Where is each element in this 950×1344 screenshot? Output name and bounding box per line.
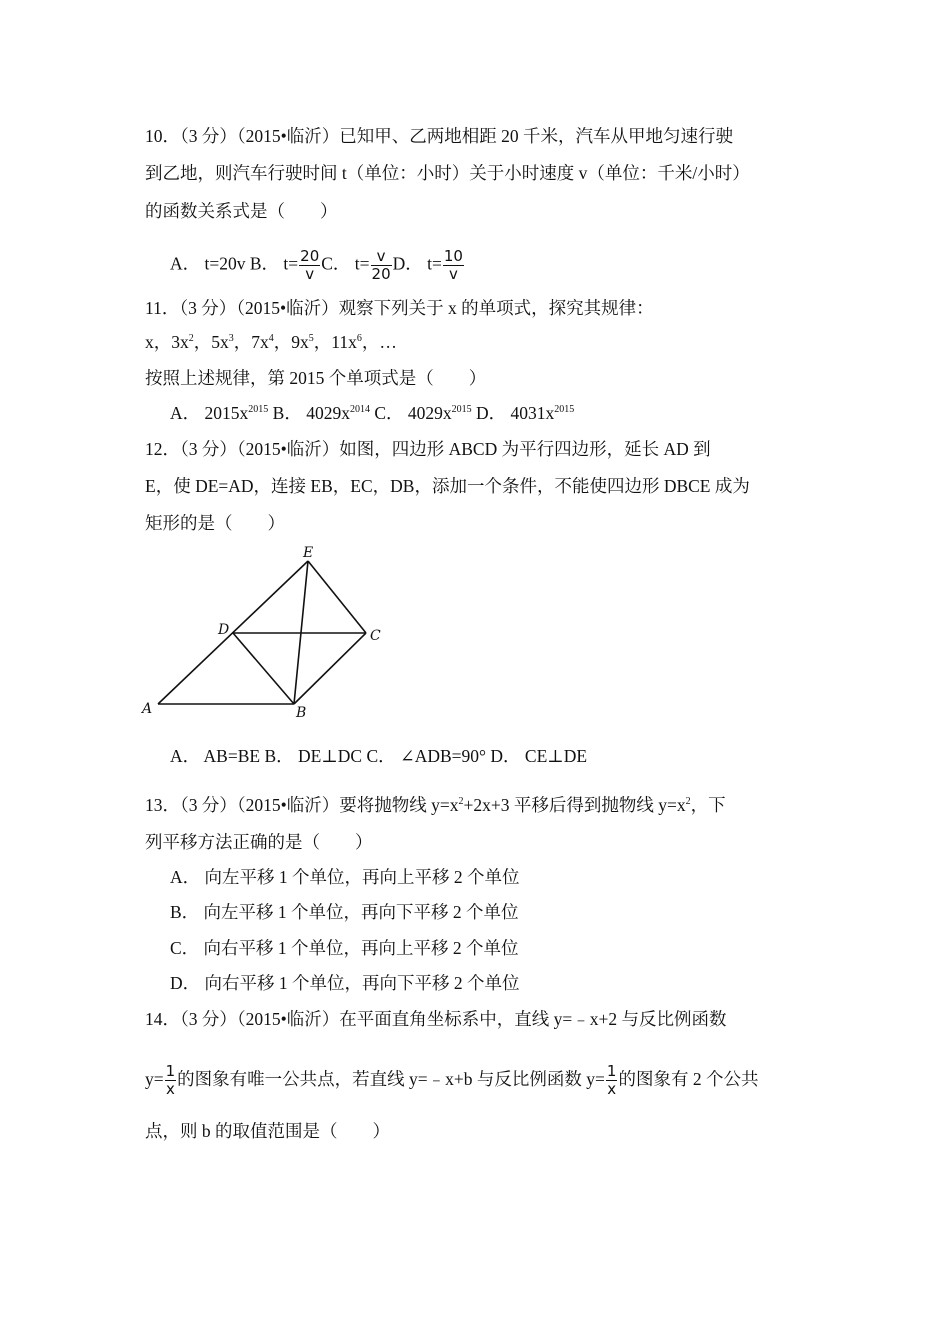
seq-exp: 5: [308, 333, 314, 344]
q10-option-ab: A． t=20v B． t=: [170, 253, 299, 274]
label-b: B: [296, 705, 307, 721]
seq-ellipsis: ，…: [361, 332, 397, 352]
seq-term: ，5x: [193, 332, 229, 352]
q11-sequence: [145, 331, 397, 353]
q13-exp: 2: [458, 796, 464, 807]
q10-line2: 到乙地，则汽车行驶时间 t（单位：小时）关于小时速度 v（单位：千米/小时）: [145, 163, 750, 183]
q11-option-b: B． 4029x: [268, 403, 350, 423]
option-exp: 2015: [248, 404, 269, 415]
q13-option-b: B． 向左平移 1 个单位，再向下平移 2 个单位: [170, 902, 519, 922]
q13-text: 13．（3 分）（2015•临沂）要将抛物线 y=x: [145, 795, 459, 815]
parallelogram-figure: [138, 543, 398, 723]
frac-numerator: 20: [300, 247, 320, 265]
frac-numerator: 1: [165, 1062, 176, 1081]
option-exp: 2014: [349, 404, 370, 415]
q12-line1: 12．（3 分）（2015•临沂）如图，四边形 ABCD 为平行四边形，延长 AD 到: [145, 439, 711, 459]
seq-term: x: [145, 332, 154, 352]
q11-line1: 11．（3 分）（2015•临沂）观察下列关于 x 的单项式，探究其规律：: [145, 298, 654, 318]
frac-denominator: 20: [371, 265, 391, 283]
q11-option-a: A． 2015x: [170, 403, 249, 423]
q13-text: +2x+3 平移后得到抛物线 y=x: [463, 795, 686, 815]
label-c: C: [370, 628, 381, 644]
option-exp: 2015: [554, 404, 575, 415]
seq-exp: 4: [268, 333, 274, 344]
seq-term: ，9x: [273, 332, 309, 352]
segment-db: [233, 633, 294, 704]
q10-line1: 10．（3 分）（2015•临沂）已知甲、乙两地相距 20 千米，汽车从甲地匀速行驶: [145, 126, 733, 146]
q12-options: A． AB=BE B． DE⊥DC C． ∠ADB=90° D． CE⊥DE: [170, 746, 588, 766]
q11-line3: 按照上述规律，第 2015 个单项式是（ ）: [145, 368, 487, 388]
q14-line1: 14．（3 分）（2015•临沂）在平面直角坐标系中，直线 y=﹣x+2 与反比例函数: [145, 1009, 727, 1029]
label-e: E: [303, 545, 314, 561]
frac-denominator: x: [607, 1080, 617, 1099]
frac-numerator: 1: [606, 1062, 617, 1081]
q13-option-c: C． 向右平移 1 个单位，再向上平移 2 个单位: [170, 938, 519, 958]
q10-options: [170, 248, 465, 283]
frac-denominator: x: [165, 1080, 175, 1099]
q13-text: ，下: [690, 795, 726, 815]
q11-option-c: C． 4029x: [369, 403, 452, 423]
seq-exp: 3: [228, 333, 234, 344]
q14-line3: 点，则 b 的取值范围是（ ）: [145, 1121, 390, 1141]
q10-fraction-c: [371, 248, 392, 283]
q14-fraction-1: [165, 1063, 177, 1098]
frac-numerator: 10: [443, 247, 463, 265]
label-a: A: [142, 701, 153, 717]
q13-exp: 2: [685, 796, 691, 807]
q11-option-d: D． 4031x: [471, 403, 555, 423]
frac-denominator: v: [448, 265, 458, 283]
frac-numerator: v: [371, 248, 392, 266]
q14-text: y=: [145, 1069, 164, 1089]
q13-option-a: A． 向左平移 1 个单位，再向上平移 2 个单位: [170, 867, 520, 887]
q10-fraction-b: [299, 248, 320, 283]
seq-term: ，3x: [153, 332, 189, 352]
q10-line3: 的函数关系式是（ ）: [145, 201, 338, 221]
q13-line1: [145, 794, 726, 816]
label-d: D: [218, 622, 230, 638]
q14-fraction-2: [606, 1063, 618, 1098]
frac-denominator: v: [305, 265, 315, 283]
segment-bc: [294, 633, 366, 704]
q11-options: [170, 402, 574, 424]
option-exp: 2015: [451, 404, 472, 415]
q10-option-c: C． t=: [321, 253, 370, 274]
q10-option-d: D． t=: [392, 253, 442, 274]
seq-term: ，7x: [233, 332, 269, 352]
q13-line2: 列平移方法正确的是（ ）: [145, 832, 373, 852]
segment-ec: [308, 561, 366, 633]
seq-exp: 6: [356, 333, 362, 344]
q13-option-d: D． 向右平移 1 个单位，再向下平移 2 个单位: [170, 973, 520, 993]
q14-text: 的图象有 2 个公共: [618, 1069, 759, 1089]
q10-fraction-d: [443, 248, 464, 283]
q14-line2: [145, 1060, 758, 1098]
q12-line3: 矩形的是（ ）: [145, 513, 285, 533]
q14-text: 的图象有唯一公共点，若直线 y=﹣x+b 与反比例函数 y=: [177, 1069, 605, 1089]
seq-term: ，11x: [313, 332, 357, 352]
q12-line2: E，使 DE=AD，连接 EB，EC，DB，添加一个条件，不能使四边形 DBCE 成为: [145, 476, 750, 496]
seq-exp: 2: [188, 333, 194, 344]
